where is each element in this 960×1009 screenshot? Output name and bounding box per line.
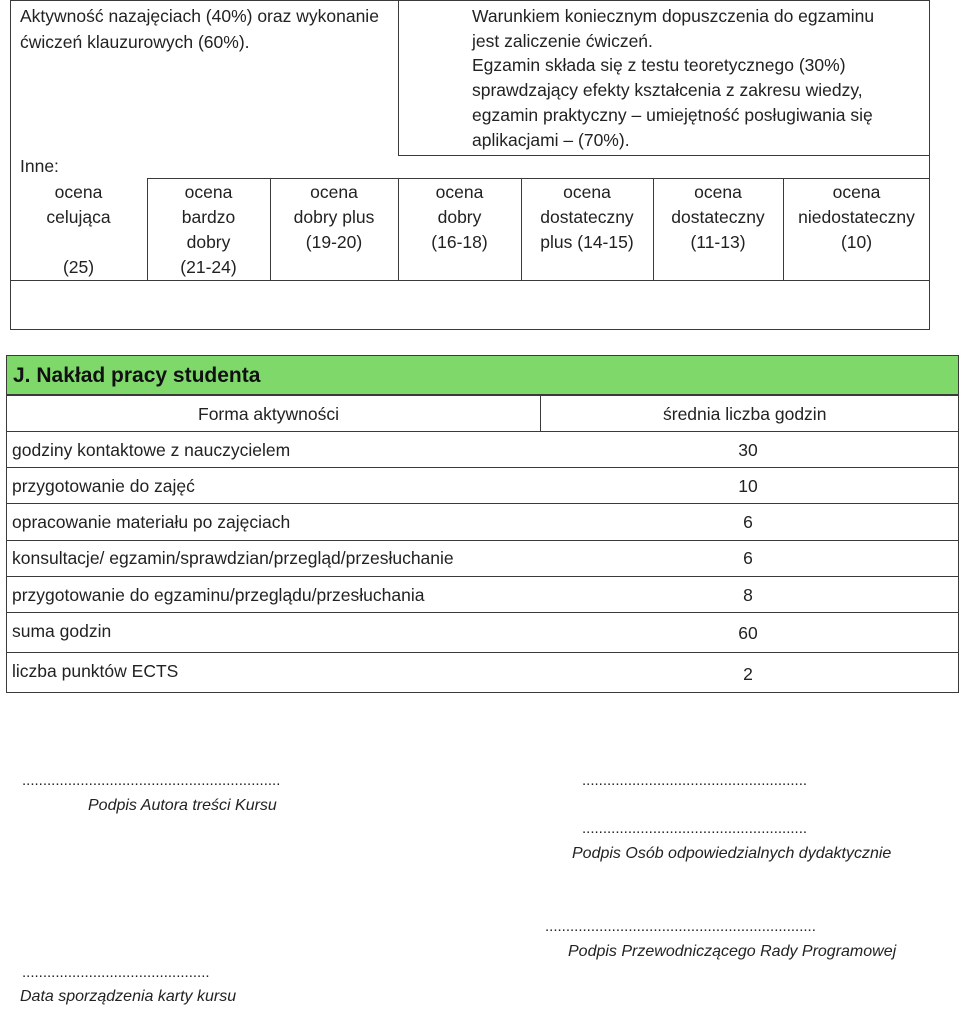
grade-line: ocena: [563, 182, 611, 202]
grade-line: bardzo: [181, 207, 236, 227]
workload-row-label: przygotowanie do egzaminu/przeglądu/przesłuchania: [12, 585, 425, 605]
signature-persons-label: Podpis Osób odpowiedzialnych dydaktycznie: [572, 845, 892, 862]
grade-dostateczny: [653, 180, 783, 255]
workload-row-line: [6, 612, 959, 613]
grade-line: (21-24): [180, 257, 237, 277]
signature-author-label: Podpis Autora treści Kursu: [88, 797, 277, 814]
workload-row-value: 60: [738, 623, 758, 643]
grade-line: dostateczny: [671, 207, 765, 227]
workload-row-line: [6, 652, 959, 653]
grade-line: [10, 230, 147, 255]
grade-line: ocena: [54, 182, 103, 202]
grade-line: plus (14-15): [540, 232, 634, 252]
grade-line: (25): [62, 257, 95, 277]
grade-line: ocena: [310, 182, 358, 202]
workload-row-value: 8: [743, 585, 753, 605]
grade-dobry-plus: [270, 180, 398, 255]
grade-line: (19-20): [305, 232, 363, 252]
grade-niedostateczny: [783, 180, 930, 255]
col-activity-header: Forma aktywności: [198, 404, 340, 424]
grade-dostateczny-plus: [521, 180, 653, 255]
assessment-right-line: Egzamin składa się z testu teoretycznego (30%): [472, 55, 846, 75]
grade-line: (11-13): [690, 232, 746, 252]
workload-header-divider: [540, 395, 541, 432]
workload-row-value: 6: [743, 512, 753, 532]
assessment-right-line: jest zaliczenie ćwiczeń.: [472, 31, 653, 51]
assessment-divider: [398, 0, 399, 156]
workload-row-value: 30: [738, 440, 758, 460]
grade-dobry: [398, 180, 521, 255]
grade-line: (16-18): [431, 232, 488, 252]
assessment-left-line2: ćwiczeń klauzurowych (60%).: [20, 32, 250, 52]
assessment-right-bottom-line: [398, 155, 930, 156]
workload-header-line: [6, 431, 959, 432]
workload-row-label: opracowanie materiału po zajęciach: [12, 512, 291, 532]
grade-line: ocena: [184, 182, 233, 202]
grade-line: dobry plus: [293, 207, 375, 227]
assessment-right-line: sprawdzający efekty kształcenia z zakresu wiedzy,: [472, 80, 863, 100]
grade-celujaca: [10, 180, 147, 280]
workload-row-line: [6, 503, 959, 504]
signature-persons-dots: ......................................................: [582, 772, 808, 789]
workload-row-value: 10: [738, 476, 758, 496]
grade-line: ocena: [435, 182, 484, 202]
signature-date-dots: .............................................: [22, 964, 210, 981]
grade-line: dostateczny: [540, 207, 634, 227]
col-hours-header: średnia liczba godzin: [663, 404, 827, 424]
workload-row-value: 2: [743, 664, 753, 684]
grade-line: niedostateczny: [798, 207, 915, 227]
signature-chair-dots: .................................................................: [545, 918, 816, 935]
grade-line: (10): [840, 232, 873, 252]
signature-chair-label: Podpis Przewodniczącego Rady Programowej: [568, 943, 897, 960]
workload-row-label: liczba punktów ECTS: [12, 661, 179, 681]
grades-bottom-line: [10, 280, 930, 281]
grade-line: dobry: [437, 207, 482, 227]
assessment-left-line1: Aktywność nazajęciach (40%) oraz wykonanie: [20, 6, 379, 26]
workload-row-label: przygotowanie do zajęć: [12, 476, 195, 496]
signature-persons-dots: ......................................................: [582, 820, 808, 837]
workload-row-label: konsultacje/ egzamin/sprawdzian/przegląd/przesłuchanie: [12, 548, 454, 568]
workload-section-title: J. Nakład pracy studenta: [13, 364, 261, 387]
assessment-right-line: aplikacjami – (70%).: [472, 130, 630, 150]
grade-line: celująca: [46, 207, 111, 227]
workload-row-line: [6, 576, 959, 577]
assessment-right-line: Warunkiem koniecznym dopuszczenia do egzaminu: [472, 6, 875, 26]
workload-section-header: [6, 355, 959, 396]
assessment-right-line: egzamin praktyczny – umiejętność posługiwania się: [472, 105, 873, 125]
grade-bardzo-dobry: [147, 180, 270, 280]
workload-row-value: 6: [743, 548, 753, 568]
workload-row-line: [6, 540, 959, 541]
grade-line: ocena: [694, 182, 742, 202]
grade-line: dobry: [186, 232, 231, 252]
signature-date-label: Data sporządzenia karty kursu: [20, 988, 237, 1005]
grade-top-line: [147, 178, 930, 179]
workload-row-label: godziny kontaktowe z nauczycielem: [12, 440, 291, 460]
inne-label: Inne:: [20, 156, 59, 176]
workload-row-label: suma godzin: [12, 621, 112, 641]
workload-row-line: [6, 467, 959, 468]
grade-line: ocena: [832, 182, 881, 202]
signature-author-dots: ..............................................................: [22, 772, 281, 789]
